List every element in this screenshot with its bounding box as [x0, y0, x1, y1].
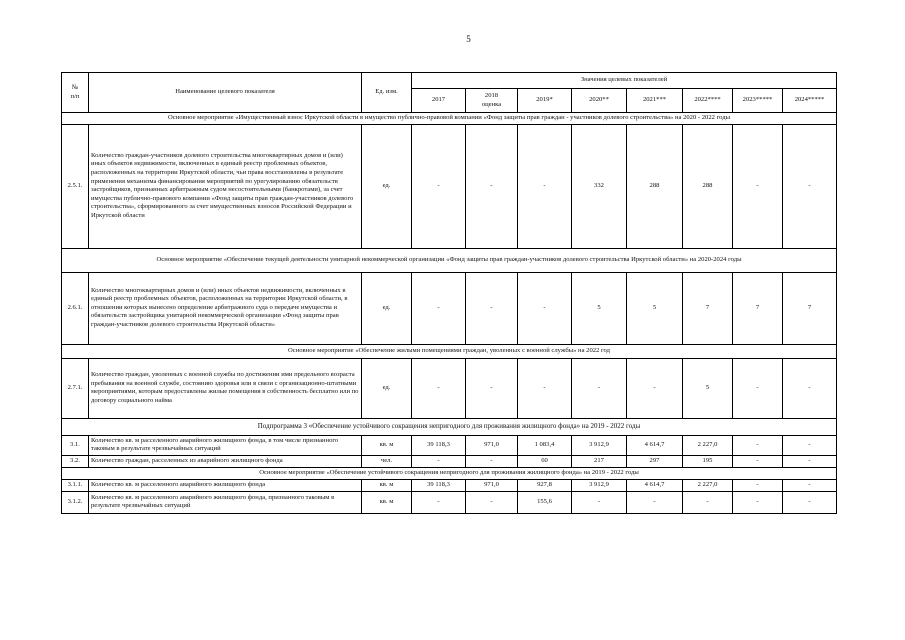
value-cell: - [466, 491, 518, 513]
header-values-group: Значения целевых показателей [412, 73, 837, 89]
row-code: 2.7.1. [62, 358, 89, 418]
value-cell: - [627, 491, 683, 513]
section-title: Основное мероприятие «Обеспечение текущей деятельности унитарной некоммерческой организации «Фонд защиты прав граждан-участников долевого строительства Иркутской области» на 2020-2024 годы [62, 248, 837, 272]
header-year: 2021*** [627, 89, 683, 113]
row-code: 3.2. [62, 455, 89, 467]
value-cell: 971,0 [466, 479, 518, 491]
value-cell: - [733, 479, 783, 491]
value-cell: 7 [783, 272, 837, 344]
value-cell: 195 [683, 455, 733, 467]
value-cell: - [733, 435, 783, 455]
indicator-name: Количество кв. м расселенного аварийного жилищного фонда, признанного таковым в результате чрезвычайных ситуаций [89, 491, 362, 513]
value-cell: - [733, 455, 783, 467]
indicator-name: Количество граждан, расселенных из аварийного жилищного фонда [89, 455, 362, 467]
value-cell: 4 614,7 [627, 435, 683, 455]
header-year: 2022**** [683, 89, 733, 113]
section-row [62, 248, 837, 272]
value-cell: 217 [572, 455, 627, 467]
indicator-name: Количество граждан-участников долевого строительства многоквартирных домов и (или) иных объектов недвижимости, включенных в единый реестр проблемных объектов, расположенных на территории Иркутской области, чьи права восстановлены в результате применения механизма финансирования мероприятий по урегулированию обязательств застройщиков, признанных арбитражным судом несостоятельными (банкротами), за счет имущества публично-правового компании «Фонд защиты прав граждан-участников долевого строительства», сформированного за счет имущественных взносов Российской Федерации и Иркутской области [89, 124, 362, 248]
unit-cell: ед. [362, 358, 412, 418]
value-cell: - [733, 124, 783, 248]
value-cell: 971,0 [466, 435, 518, 455]
value-cell: - [412, 455, 466, 467]
section-row [62, 344, 837, 358]
value-cell: - [412, 358, 466, 418]
value-cell: - [733, 491, 783, 513]
value-cell: 288 [683, 124, 733, 248]
value-cell: 5 [572, 272, 627, 344]
value-cell: 927,8 [518, 479, 572, 491]
value-cell: 155,6 [518, 491, 572, 513]
indicator-name: Количество граждан, уволенных с военной службы по достижении ими предельного возраста пребывания на военной службе, состоянию здоровья или в связи с организационно-штатными мероприятиями, которым предоставлены жилые помещения в собственность бесплатно или по договору социального найма [89, 358, 362, 418]
value-cell: 2 227,0 [683, 479, 733, 491]
value-cell: 39 118,3 [412, 479, 466, 491]
table-row [62, 435, 837, 455]
header-num: № п/п [62, 73, 89, 113]
table-row [62, 491, 837, 513]
value-cell: 1 083,4 [518, 435, 572, 455]
value-cell: - [783, 479, 837, 491]
value-cell: - [783, 124, 837, 248]
target-indicators-table [61, 72, 837, 514]
value-cell: - [466, 358, 518, 418]
section-title: Основное мероприятие «Имущественный взнос Иркутской области в имущество публично-правовой компании «Фонд защиты прав граждан - участников долевого строительства» на 2020 - 2022 годы [62, 113, 837, 125]
value-cell: 288 [627, 124, 683, 248]
value-cell: 332 [572, 124, 627, 248]
unit-cell: кв. м [362, 435, 412, 455]
value-cell: - [783, 358, 837, 418]
value-cell: - [412, 491, 466, 513]
value-cell: 7 [683, 272, 733, 344]
table-row [62, 455, 837, 467]
value-cell: 5 [627, 272, 683, 344]
header-year: 2018 оценка [466, 89, 518, 113]
value-cell: 4 614,7 [627, 479, 683, 491]
header-year: 2023***** [733, 89, 783, 113]
value-cell: - [466, 455, 518, 467]
header-year: 2024***** [783, 89, 837, 113]
value-cell: - [683, 491, 733, 513]
unit-cell: кв. м [362, 491, 412, 513]
table-row [62, 358, 837, 418]
indicator-name: Количество многоквартирных домов и (или) иных объектов недвижимости, включенных в единый реестр проблемных объектов, расположенных на территории Иркутской области, в отношении которых вынесено определение арбитражного суда о передаче имущества и обязательств застройщика унитарной некоммерческой организации «Фонд защиты прав граждан-участников долевого строительства Иркутской области» [89, 272, 362, 344]
header-unit: Ед. изм. [362, 73, 412, 113]
table-row [62, 479, 837, 491]
table-row [62, 272, 837, 344]
table-row [62, 124, 837, 248]
value-cell: - [572, 358, 627, 418]
section-row [62, 467, 837, 479]
value-cell: - [518, 124, 572, 248]
unit-cell: ед. [362, 124, 412, 248]
indicator-name: Количество кв. м расселенного аварийного жилищного фонда [89, 479, 362, 491]
section-title: Основное мероприятие «Обеспечение жилыми помещениями граждан, уволенных с военной службы» на 2022 год [62, 344, 837, 358]
row-code: 2.6.1. [62, 272, 89, 344]
value-cell: 297 [627, 455, 683, 467]
value-cell: - [783, 455, 837, 467]
unit-cell: кв. м [362, 479, 412, 491]
indicator-name: Количество кв. м расселенного аварийного жилищного фонда, в том числе признанного таковым в результате чрезвычайных ситуаций [89, 435, 362, 455]
value-cell: - [412, 124, 466, 248]
value-cell: 3 912,9 [572, 435, 627, 455]
section-title: Основное мероприятие «Обеспечение устойчивого сокращения непригодного для проживания жилищного фонда» на 2019 - 2022 годы [62, 467, 837, 479]
subprogram-row [62, 418, 837, 435]
value-cell: - [627, 358, 683, 418]
header-year: 2019* [518, 89, 572, 113]
header-name: Наименование целевого показателя [89, 73, 362, 113]
header-year: 2020** [572, 89, 627, 113]
value-cell: 39 118,3 [412, 435, 466, 455]
value-cell: 7 [733, 272, 783, 344]
value-cell: - [783, 435, 837, 455]
value-cell: - [466, 124, 518, 248]
unit-cell: ед. [362, 272, 412, 344]
value-cell: - [466, 272, 518, 344]
value-cell: 60 [518, 455, 572, 467]
header-year: 2017 [412, 89, 466, 113]
value-cell: - [518, 358, 572, 418]
value-cell: - [733, 358, 783, 418]
value-cell: - [783, 491, 837, 513]
page-number: 5 [466, 34, 471, 44]
row-code: 3.1. [62, 435, 89, 455]
value-cell: - [412, 272, 466, 344]
row-code: 3.1.2. [62, 491, 89, 513]
value-cell: 5 [683, 358, 733, 418]
value-cell: 3 912,9 [572, 479, 627, 491]
value-cell: - [572, 491, 627, 513]
section-row [62, 113, 837, 125]
subprogram-title: Подпрограмма 3 «Обеспечение устойчивого сокращения непригодного для проживания жилищного фонда» на 2019 - 2022 годы [62, 418, 837, 435]
row-code: 3.1.1. [62, 479, 89, 491]
unit-cell: чел. [362, 455, 412, 467]
row-code: 2.5.1. [62, 124, 89, 248]
value-cell: 2 227,0 [683, 435, 733, 455]
value-cell: - [518, 272, 572, 344]
